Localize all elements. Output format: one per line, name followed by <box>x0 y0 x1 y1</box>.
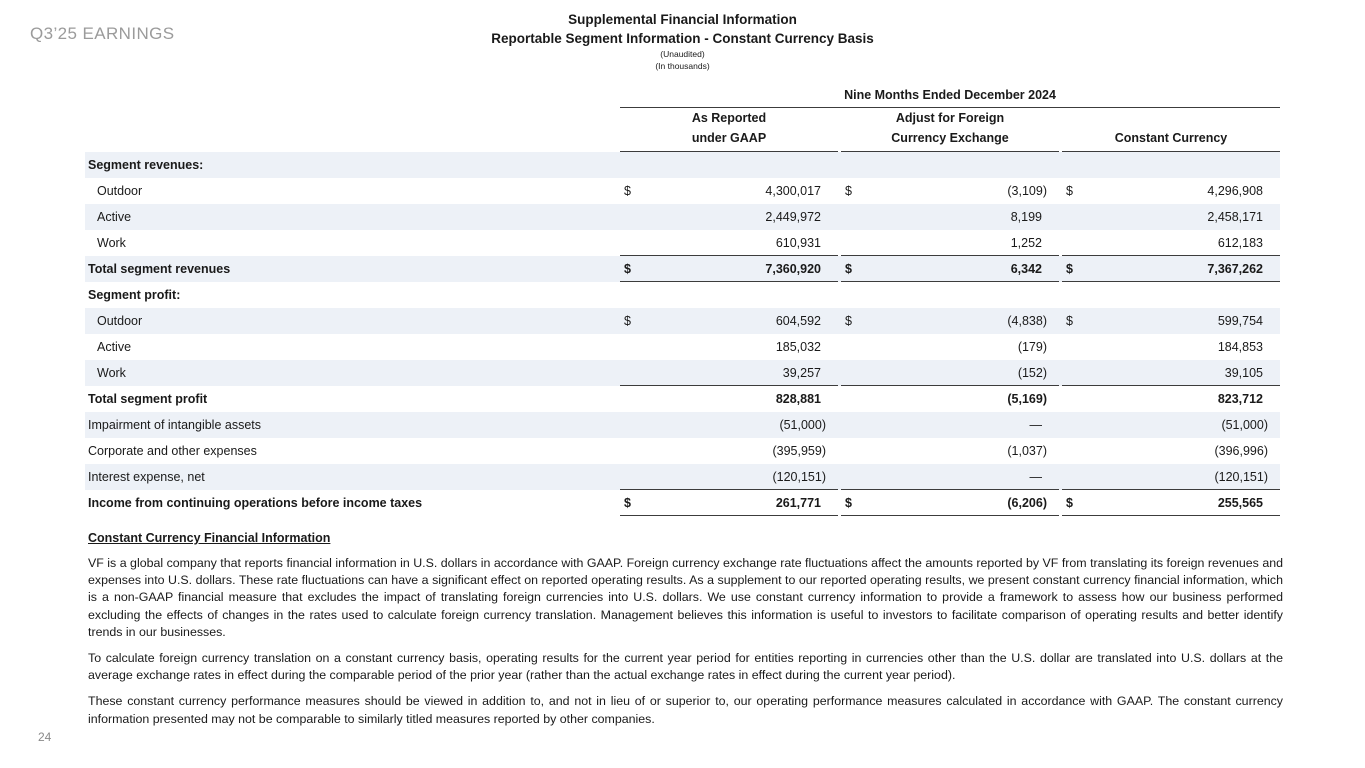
table-row <box>85 490 1280 516</box>
currency-symbol: $ <box>1066 184 1073 198</box>
table-row <box>85 334 1280 360</box>
value-cell <box>841 386 1059 412</box>
cell-value: (120,151) <box>772 469 826 484</box>
cell-value: 1,252 <box>1010 235 1042 250</box>
column-header-line: under GAAP <box>691 131 767 145</box>
value-cell <box>620 204 838 230</box>
table-row <box>85 438 1280 464</box>
cell-value: (3,109) <box>1007 184 1047 198</box>
currency-symbol: $ <box>845 261 852 276</box>
cell-value: 2,458,171 <box>1207 210 1263 224</box>
value-cell <box>620 178 838 204</box>
cell-value: 4,300,017 <box>765 184 821 198</box>
row-label: Total segment revenues <box>88 262 231 276</box>
value-cell <box>1062 152 1280 178</box>
value-cell <box>1062 464 1280 490</box>
row-label: Work <box>97 236 126 250</box>
table-row <box>85 204 1280 230</box>
segment-information-table <box>85 88 1280 516</box>
label-column-spacer <box>85 88 617 108</box>
value-cell <box>841 438 1059 464</box>
table-body <box>85 152 1280 516</box>
row-label: Work <box>97 366 126 380</box>
period-header: Nine Months Ended December 2024 <box>620 88 1280 108</box>
cell-value: (51,000) <box>1221 418 1268 432</box>
column-header-line: Adjust for Foreign <box>895 111 1005 125</box>
cell-value: (396,996) <box>1214 444 1268 458</box>
value-cell <box>1062 230 1280 256</box>
earnings-brand-label: Q3’25 EARNINGS <box>30 24 175 43</box>
cell-value: 610,931 <box>775 235 821 250</box>
cell-value: (4,838) <box>1007 314 1047 328</box>
value-cell <box>841 360 1059 386</box>
cell-value: 39,257 <box>782 365 821 380</box>
value-cell <box>841 490 1059 516</box>
value-cell <box>620 412 838 438</box>
cell-value: 599,754 <box>1217 314 1263 328</box>
currency-symbol: $ <box>624 314 631 328</box>
value-cell <box>1062 386 1280 412</box>
value-cell <box>1062 334 1280 360</box>
in-thousands-note: (In thousands) <box>655 61 710 71</box>
currency-symbol: $ <box>1066 261 1073 276</box>
value-cell <box>620 464 838 490</box>
table-row <box>85 464 1280 490</box>
cell-value: 4,296,908 <box>1207 184 1263 198</box>
value-cell <box>1062 490 1280 516</box>
column-header-fx-adjust <box>841 108 1059 152</box>
note-paragraph-3: These constant currency performance measures should be viewed in addition to, and not in lieu of or superior to, our operating performance measures calculated in accordance with GAAP. The constant currency information presented may not be comparable to similarly titled measures reported by other companies. <box>88 694 1283 726</box>
cell-value: (395,959) <box>772 444 826 458</box>
currency-symbol: $ <box>1066 314 1073 328</box>
page-number: 24 <box>38 730 52 744</box>
row-label: Active <box>97 210 132 224</box>
row-label: Impairment of intangible assets <box>88 418 262 432</box>
value-cell <box>620 308 838 334</box>
value-cell <box>620 256 838 282</box>
column-header-line: As Reported <box>691 111 767 125</box>
value-cell <box>841 230 1059 256</box>
cell-value: — <box>1029 469 1042 484</box>
period-header-row <box>85 88 1280 108</box>
currency-symbol: $ <box>624 495 631 510</box>
column-header-row <box>85 108 1280 152</box>
table-row <box>85 256 1280 282</box>
table-row <box>85 308 1280 334</box>
currency-symbol: $ <box>1066 495 1073 510</box>
currency-symbol: $ <box>845 314 852 328</box>
table-row <box>85 412 1280 438</box>
cell-value: (5,169) <box>1007 392 1047 406</box>
cell-value: 7,367,262 <box>1207 261 1263 276</box>
cell-value: 255,565 <box>1217 495 1263 510</box>
unaudited-note: (Unaudited) <box>660 49 705 59</box>
value-cell <box>620 334 838 360</box>
cell-value: 828,881 <box>775 392 821 406</box>
cell-value: 823,712 <box>1217 392 1263 406</box>
cell-value: 2,449,972 <box>765 210 821 224</box>
cell-value: — <box>1029 418 1042 432</box>
row-label: Active <box>97 340 132 354</box>
row-label: Segment revenues: <box>88 158 204 172</box>
title-block <box>0 10 1365 72</box>
row-label: Corporate and other expenses <box>88 444 257 458</box>
row-label: Segment profit: <box>88 288 181 302</box>
value-cell <box>1062 438 1280 464</box>
column-header-as-reported <box>620 108 838 152</box>
cell-value: (1,037) <box>1007 444 1047 458</box>
value-cell <box>841 412 1059 438</box>
column-header-line: Currency Exchange <box>891 131 1009 145</box>
value-cell <box>620 282 838 308</box>
value-cell <box>841 178 1059 204</box>
column-header-line: Constant Currency <box>1114 131 1228 145</box>
cell-value: 7,360,920 <box>765 261 821 276</box>
cell-value: 8,199 <box>1010 210 1042 224</box>
value-cell <box>1062 412 1280 438</box>
value-cell <box>841 464 1059 490</box>
value-cell <box>620 490 838 516</box>
cell-value: (6,206) <box>1007 495 1047 510</box>
value-cell <box>841 256 1059 282</box>
notes-heading: Constant Currency Financial Information <box>88 531 331 545</box>
value-cell <box>620 386 838 412</box>
row-label: Income from continuing operations before income taxes <box>88 496 423 510</box>
cell-value: 612,183 <box>1217 235 1263 250</box>
value-cell <box>1062 360 1280 386</box>
currency-symbol: $ <box>845 495 852 510</box>
value-cell <box>1062 204 1280 230</box>
cell-value: 39,105 <box>1224 365 1263 380</box>
table-row <box>85 360 1280 386</box>
cell-value: 261,771 <box>775 495 821 510</box>
cell-value: 184,853 <box>1217 340 1263 354</box>
value-cell <box>841 334 1059 360</box>
row-label: Outdoor <box>97 184 143 198</box>
row-label: Total segment profit <box>88 392 208 406</box>
table-row <box>85 178 1280 204</box>
cell-value: 604,592 <box>775 314 821 328</box>
value-cell <box>1062 282 1280 308</box>
table-row <box>85 152 1280 178</box>
value-cell <box>841 204 1059 230</box>
value-cell <box>841 282 1059 308</box>
row-label: Outdoor <box>97 314 143 328</box>
value-cell <box>620 438 838 464</box>
value-cell <box>1062 308 1280 334</box>
column-header-constant-currency <box>1062 128 1280 152</box>
note-paragraph-2: To calculate foreign currency translation on a constant currency basis, operating results for the current year period for entities reporting in currencies other than the U.S. dollar are translated into U.S. dollars at the average exchange rates in effect during the comparable period of the prior year (rather than the actual exchange rates in effect during the current year period). <box>88 651 1283 683</box>
constant-currency-notes <box>88 531 1283 737</box>
note-paragraph-1: VF is a global company that reports financial information in U.S. dollars in accordance with GAAP. Foreign currency exchange rate fluctuations affect the amounts reported by VF from translating its foreign revenues and expenses into U.S. dollars. These rate fluctuations can have a significant effect on reported operating results. As a supplement to our reported operating results, we present constant currency financial information, which is a non-GAAP financial measure that excludes the impact of translating foreign currencies into U.S. dollars. We use constant currency information to provide a framework to assess how our business performed excluding the effects of changes in the rates used to calculate foreign currency translation. Management believes this information is useful to investors to facilitate comparison of operating results and better identify trends in our businesses. <box>88 556 1283 639</box>
value-cell <box>620 360 838 386</box>
value-cell <box>841 308 1059 334</box>
cell-value: (179) <box>1017 340 1047 354</box>
value-cell <box>620 230 838 256</box>
cell-value: (120,151) <box>1214 469 1268 484</box>
cell-value: (152) <box>1017 365 1047 380</box>
value-cell <box>1062 256 1280 282</box>
currency-symbol: $ <box>845 184 852 198</box>
currency-symbol: $ <box>624 184 631 198</box>
cell-value: 185,032 <box>775 340 821 354</box>
value-cell <box>620 152 838 178</box>
value-cell <box>1062 178 1280 204</box>
title-line-1: Supplemental Financial Information <box>568 12 797 27</box>
cell-value: 6,342 <box>1010 261 1042 276</box>
title-line-2: Reportable Segment Information - Constant Currency Basis <box>491 31 874 46</box>
table-row <box>85 386 1280 412</box>
row-label: Interest expense, net <box>88 470 205 484</box>
cell-value: (51,000) <box>779 418 826 432</box>
table-row <box>85 230 1280 256</box>
table-row <box>85 282 1280 308</box>
value-cell <box>841 152 1059 178</box>
currency-symbol: $ <box>624 261 631 276</box>
